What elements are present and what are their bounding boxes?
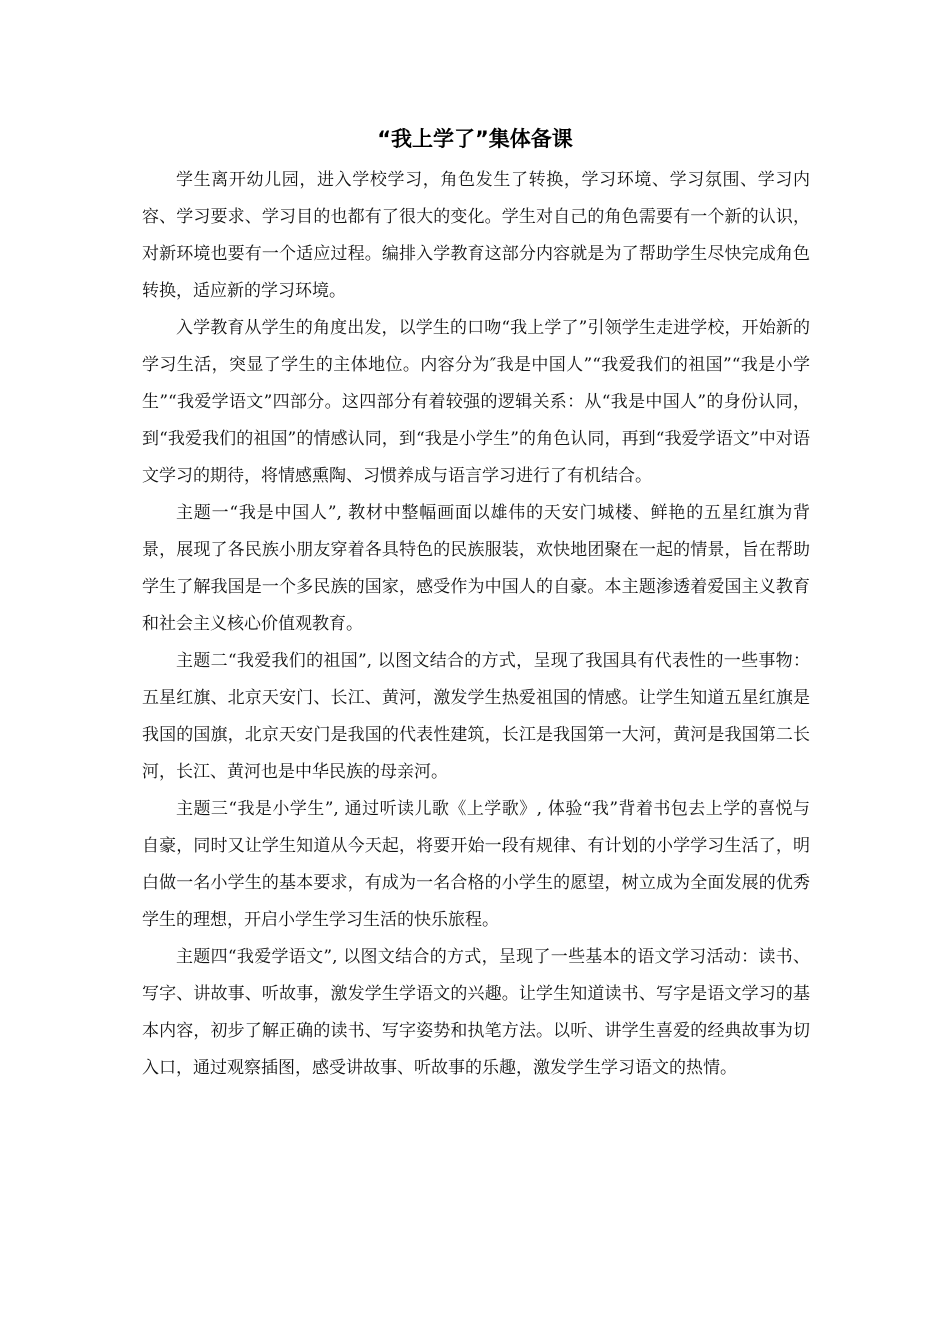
paragraph-intro: 学生离开幼儿园，进入学校学习，角色发生了转换，学习环境、学习氛围、学习内容、学习要求、学习目的也都有了很大的变化。学生对自己的角色需要有一个新的认识，对新环境也要有一个适应过程。编排入学教育这部分内容就是为了帮助学生尽快完成角色转换，适应新的学习环境。 [142, 170, 810, 301]
paragraph-theme-4: 主题四“我爱学语文”, 以图文结合的方式，呈现了一些基本的语文学习活动：读书、写字、讲故事、听故事，激发学生学语文的兴趣。让学生知道读书、写字是语文学习的基本内容，初步了解正确的读书、写字姿势和执笔方法。以听、讲学生喜爱的经典故事为切入口，通过观察插图，感受讲故事、听故事的乐趣，激发学生学习语文的热情。 [142, 947, 810, 1078]
document-body [142, 162, 810, 1087]
paragraph-theme-3: 主题三“我是小学生”, 通过听读儿歌《上学歌》, 体验“我”背着书包去上学的喜悦与自豪，同时又让学生知道从今天起，将要开始一段有规律、有计划的小学学习生活了，明白做一名小学生的基本要求，有成为一名合格的小学生的愿望，树立成为全面发展的优秀学生的理想，开启小学生学习生活的快乐旅程。 [142, 799, 810, 930]
paragraph-overview: 入学教育从学生的角度出发，以学生的口吻“我上学了”引领学生走进学校，开始新的学习生活，突显了学生的主体地位。内容分为″我是中国人”“我爱我们的祖国”“我是小学生”“我爱学语文”四部分。这四部分有着较强的逻辑关系：从“我是中国人”的身份认同，到“我爱我们的祖国”的情感认同，到“我是小学生”的角色认同，再到“我爱学语文”中对语文学习的期待，将情感熏陶、习惯养成与语言学习进行了有机结合。 [142, 318, 810, 486]
paragraph-theme-1: 主题一“我是中国人”, 教材中整幅画面以雄伟的天安门城楼、鲜艳的五星红旗为背景，展现了各民族小朋友穿着各具特色的民族服装，欢快地团聚在一起的情景，旨在帮助学生了解我国是一个多民族的国家，感受作为中国人的自豪。本主题渗透着爱国主义教育和社会主义核心价值观教育。 [142, 503, 810, 634]
document-title: “我上学了”集体备课 [377, 127, 573, 151]
paragraph-theme-2: 主题二“我爱我们的祖国”, 以图文结合的方式，呈现了我国具有代表性的一些事物：五星红旗、北京天安门、长江、黄河，激发学生热爱祖国的情感。让学生知道五星红旗是我国的国旗，北京天安门是我国的代表性建筑，长江是我国第一大河，黄河是我国第二长河，长江、黄河也是中华民族的母亲河。 [142, 651, 810, 782]
